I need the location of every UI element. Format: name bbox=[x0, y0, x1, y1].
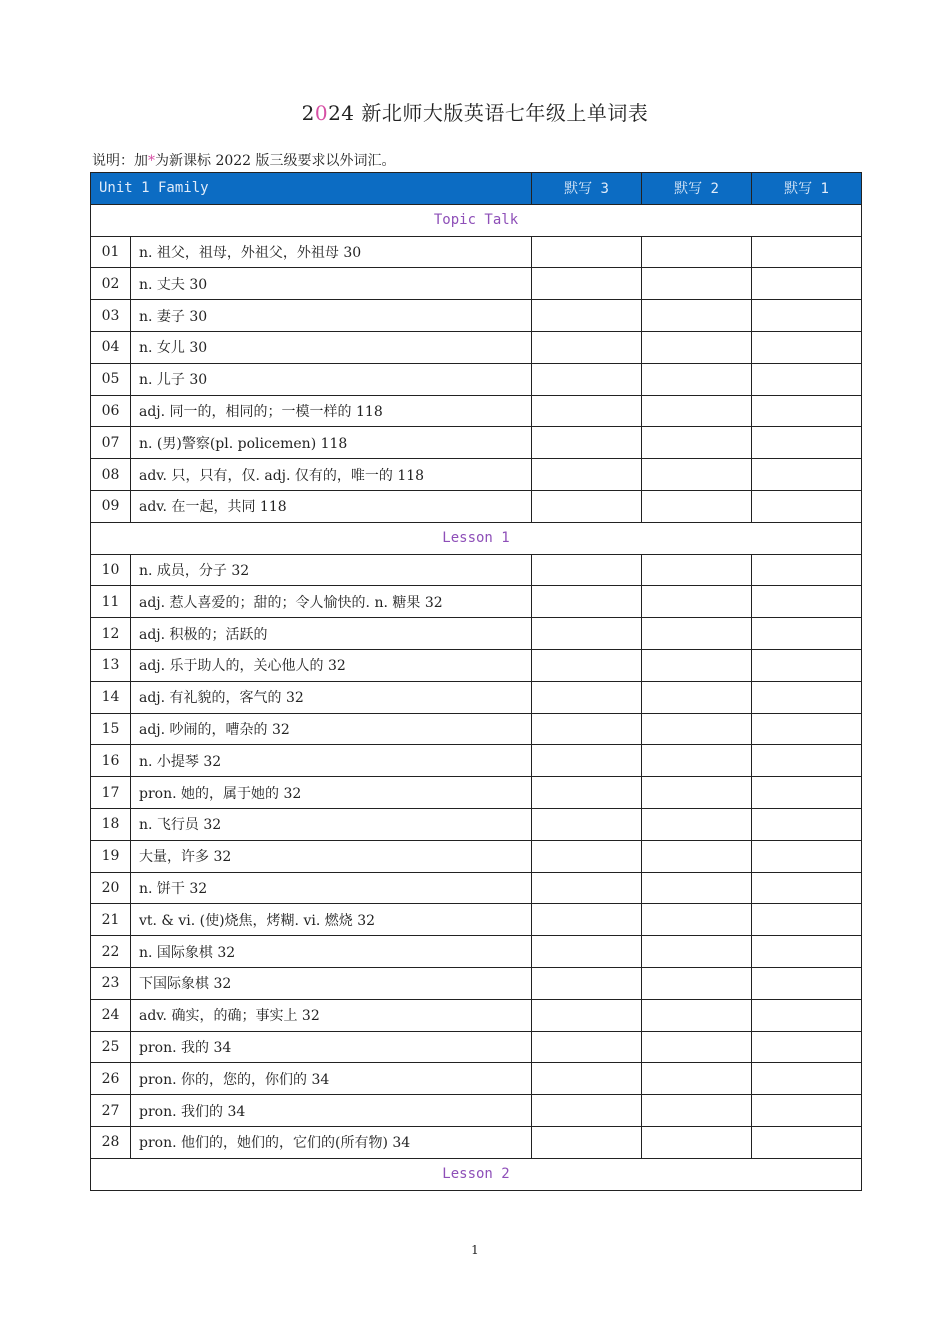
word-definition: n. 祖父，祖母，外祖父，外祖母 30 bbox=[131, 236, 532, 268]
row-number: 22 bbox=[91, 936, 131, 968]
table-body bbox=[91, 173, 862, 1191]
dictation-cell-1[interactable] bbox=[752, 745, 862, 777]
dictation-cell-2[interactable] bbox=[642, 999, 752, 1031]
word-definition: n. 女儿 30 bbox=[131, 331, 532, 363]
row-number: 18 bbox=[91, 808, 131, 840]
word-definition: pron. 你的，您的，你们的 34 bbox=[131, 1063, 532, 1095]
dictation-cell-2[interactable] bbox=[642, 268, 752, 300]
dictation-cell-1[interactable] bbox=[752, 1063, 862, 1095]
row-number: 11 bbox=[91, 586, 131, 618]
word-definition: adj. 积极的；活跃的 bbox=[131, 618, 532, 650]
dictation-cell-3[interactable] bbox=[532, 1126, 642, 1158]
row-number: 06 bbox=[91, 395, 131, 427]
dictation-cell-1[interactable] bbox=[752, 268, 862, 300]
dictation-cell-2[interactable] bbox=[642, 363, 752, 395]
dictation-cell-3[interactable] bbox=[532, 999, 642, 1031]
word-row bbox=[91, 872, 862, 904]
row-number: 25 bbox=[91, 1031, 131, 1063]
word-row bbox=[91, 649, 862, 681]
dictation-cell-3[interactable] bbox=[532, 936, 642, 968]
dictation-cell-1[interactable] bbox=[752, 459, 862, 491]
unit-title: Unit 1 Family bbox=[91, 173, 532, 205]
dictation-cell-3[interactable] bbox=[532, 268, 642, 300]
dictation-cell-2[interactable] bbox=[642, 395, 752, 427]
word-row bbox=[91, 745, 862, 777]
word-row bbox=[91, 618, 862, 650]
note-after: 为新课标 2022 版三级要求以外词汇。 bbox=[155, 153, 396, 169]
section-row bbox=[91, 1158, 862, 1190]
dictation-cell-1[interactable] bbox=[752, 904, 862, 936]
section-row bbox=[91, 204, 862, 236]
dictation-cell-3[interactable] bbox=[532, 236, 642, 268]
word-definition: adj. 吵闹的，嘈杂的 32 bbox=[131, 713, 532, 745]
dictation-cell-1[interactable] bbox=[752, 840, 862, 872]
word-row bbox=[91, 967, 862, 999]
word-row bbox=[91, 490, 862, 522]
dictation-cell-1[interactable] bbox=[752, 427, 862, 459]
dictation-cell-1[interactable] bbox=[752, 872, 862, 904]
dictation-cell-2[interactable] bbox=[642, 649, 752, 681]
dictation-cell-1[interactable] bbox=[752, 936, 862, 968]
word-row bbox=[91, 808, 862, 840]
dictation-cell-1[interactable] bbox=[752, 300, 862, 332]
dictation-cell-3[interactable] bbox=[532, 363, 642, 395]
dictation-cell-2[interactable] bbox=[642, 745, 752, 777]
row-number: 15 bbox=[91, 713, 131, 745]
dictation-cell-2[interactable] bbox=[642, 777, 752, 809]
dictation-cell-2[interactable] bbox=[642, 1063, 752, 1095]
word-row bbox=[91, 427, 862, 459]
row-number: 28 bbox=[91, 1126, 131, 1158]
section-row bbox=[91, 522, 862, 554]
dictation-cell-3[interactable] bbox=[532, 777, 642, 809]
page-number: 1 bbox=[471, 1243, 479, 1257]
word-row bbox=[91, 554, 862, 586]
dictation-cell-2[interactable] bbox=[642, 872, 752, 904]
dictation-cell-1[interactable] bbox=[752, 490, 862, 522]
word-row bbox=[91, 395, 862, 427]
row-number: 27 bbox=[91, 1095, 131, 1127]
word-row bbox=[91, 363, 862, 395]
dictation-cell-1[interactable] bbox=[752, 395, 862, 427]
dictation-cell-2[interactable] bbox=[642, 300, 752, 332]
row-number: 12 bbox=[91, 618, 131, 650]
row-number: 21 bbox=[91, 904, 131, 936]
dictation-cell-2[interactable] bbox=[642, 236, 752, 268]
dictation-cell-3[interactable] bbox=[532, 618, 642, 650]
section-label: Lesson 2 bbox=[91, 1158, 862, 1190]
word-row bbox=[91, 713, 862, 745]
section-label: Topic Talk bbox=[91, 204, 862, 236]
dictation-cell-2[interactable] bbox=[642, 936, 752, 968]
dictation-cell-1[interactable] bbox=[752, 999, 862, 1031]
row-number: 09 bbox=[91, 490, 131, 522]
word-definition: n. 妻子 30 bbox=[131, 300, 532, 332]
word-definition: adv. 只，只有，仅. adj. 仅有的，唯一的 118 bbox=[131, 459, 532, 491]
dictation-cell-2[interactable] bbox=[642, 808, 752, 840]
word-row bbox=[91, 1095, 862, 1127]
word-row bbox=[91, 1063, 862, 1095]
dictation-cell-3[interactable] bbox=[532, 904, 642, 936]
row-number: 23 bbox=[91, 967, 131, 999]
note-before: 说明：加 bbox=[92, 153, 148, 169]
dictation-cell-1[interactable] bbox=[752, 713, 862, 745]
dictation-cell-2[interactable] bbox=[642, 1126, 752, 1158]
dictation-cell-2[interactable] bbox=[642, 840, 752, 872]
row-number: 08 bbox=[91, 459, 131, 491]
dictation-cell-3[interactable] bbox=[532, 427, 642, 459]
word-row bbox=[91, 904, 862, 936]
dictation-cell-3[interactable] bbox=[532, 331, 642, 363]
row-number: 05 bbox=[91, 363, 131, 395]
row-number: 16 bbox=[91, 745, 131, 777]
dictation-cell-2[interactable] bbox=[642, 586, 752, 618]
dictation-cell-2[interactable] bbox=[642, 1095, 752, 1127]
dictation-cell-3[interactable] bbox=[532, 745, 642, 777]
dictation-cell-2[interactable] bbox=[642, 713, 752, 745]
dictation-cell-2[interactable] bbox=[642, 618, 752, 650]
dictation-cell-3[interactable] bbox=[532, 681, 642, 713]
dictation-header-2: 默写 2 bbox=[642, 173, 752, 205]
dictation-cell-2[interactable] bbox=[642, 459, 752, 491]
row-number: 13 bbox=[91, 649, 131, 681]
dictation-cell-1[interactable] bbox=[752, 777, 862, 809]
row-number: 20 bbox=[91, 872, 131, 904]
dictation-cell-1[interactable] bbox=[752, 331, 862, 363]
row-number: 17 bbox=[91, 777, 131, 809]
word-row bbox=[91, 236, 862, 268]
word-definition: pron. 我们的 34 bbox=[131, 1095, 532, 1127]
word-row bbox=[91, 300, 862, 332]
dictation-cell-2[interactable] bbox=[642, 904, 752, 936]
row-number: 02 bbox=[91, 268, 131, 300]
dictation-cell-1[interactable] bbox=[752, 808, 862, 840]
word-definition: n. 飞行员 32 bbox=[131, 808, 532, 840]
dictation-cell-2[interactable] bbox=[642, 331, 752, 363]
word-definition: adv. 确实，的确；事实上 32 bbox=[131, 999, 532, 1031]
row-number: 14 bbox=[91, 681, 131, 713]
word-definition: n. 儿子 30 bbox=[131, 363, 532, 395]
dictation-cell-1[interactable] bbox=[752, 649, 862, 681]
dictation-cell-3[interactable] bbox=[532, 872, 642, 904]
note-star: * bbox=[148, 153, 155, 169]
word-definition: n. 国际象棋 32 bbox=[131, 936, 532, 968]
word-definition: adj. 有礼貌的，客气的 32 bbox=[131, 681, 532, 713]
dictation-cell-3[interactable] bbox=[532, 490, 642, 522]
dictation-cell-3[interactable] bbox=[532, 459, 642, 491]
dictation-cell-3[interactable] bbox=[532, 395, 642, 427]
dictation-cell-1[interactable] bbox=[752, 236, 862, 268]
word-row bbox=[91, 586, 862, 618]
dictation-cell-1[interactable] bbox=[752, 681, 862, 713]
dictation-cell-2[interactable] bbox=[642, 967, 752, 999]
dictation-cell-3[interactable] bbox=[532, 713, 642, 745]
row-number: 01 bbox=[91, 236, 131, 268]
word-definition: n. (男)警察(pl. policemen) 118 bbox=[131, 427, 532, 459]
word-definition: vt. & vi. (使)烧焦，烤糊. vi. 燃烧 32 bbox=[131, 904, 532, 936]
dictation-cell-1[interactable] bbox=[752, 586, 862, 618]
word-row bbox=[91, 840, 862, 872]
dictation-cell-2[interactable] bbox=[642, 490, 752, 522]
dictation-cell-1[interactable] bbox=[752, 1095, 862, 1127]
row-number: 10 bbox=[91, 554, 131, 586]
row-number: 24 bbox=[91, 999, 131, 1031]
dictation-cell-2[interactable] bbox=[642, 681, 752, 713]
word-row bbox=[91, 1126, 862, 1158]
word-definition: n. 小提琴 32 bbox=[131, 745, 532, 777]
dictation-cell-1[interactable] bbox=[752, 1031, 862, 1063]
word-row bbox=[91, 999, 862, 1031]
dictation-cell-3[interactable] bbox=[532, 1095, 642, 1127]
dictation-cell-3[interactable] bbox=[532, 554, 642, 586]
table-header-row bbox=[91, 173, 862, 205]
word-row bbox=[91, 681, 862, 713]
row-number: 19 bbox=[91, 840, 131, 872]
word-definition: adv. 在一起，共同 118 bbox=[131, 490, 532, 522]
page-title bbox=[0, 97, 950, 126]
dictation-cell-1[interactable] bbox=[752, 967, 862, 999]
vocabulary-table bbox=[90, 172, 862, 1191]
dictation-cell-3[interactable] bbox=[532, 649, 642, 681]
dictation-cell-1[interactable] bbox=[752, 618, 862, 650]
word-row bbox=[91, 1031, 862, 1063]
word-definition: pron. 她的，属于她的 32 bbox=[131, 777, 532, 809]
dictation-cell-3[interactable] bbox=[532, 300, 642, 332]
word-definition: pron. 他们的，她们的，它们的(所有物) 34 bbox=[131, 1126, 532, 1158]
word-definition: adj. 乐于助人的，关心他人的 32 bbox=[131, 649, 532, 681]
word-definition: 下国际象棋 32 bbox=[131, 967, 532, 999]
word-definition: 大量，许多 32 bbox=[131, 840, 532, 872]
word-row bbox=[91, 459, 862, 491]
dictation-cell-3[interactable] bbox=[532, 1063, 642, 1095]
section-label: Lesson 1 bbox=[91, 522, 862, 554]
word-definition: adj. 同一的，相同的；一模一样的 118 bbox=[131, 395, 532, 427]
row-number: 07 bbox=[91, 427, 131, 459]
word-row bbox=[91, 777, 862, 809]
note bbox=[92, 150, 396, 170]
dictation-cell-3[interactable] bbox=[532, 808, 642, 840]
word-definition: pron. 我的 34 bbox=[131, 1031, 532, 1063]
word-definition: n. 丈夫 30 bbox=[131, 268, 532, 300]
word-definition: n. 成员，分子 32 bbox=[131, 554, 532, 586]
dictation-cell-1[interactable] bbox=[752, 363, 862, 395]
dictation-cell-1[interactable] bbox=[752, 1126, 862, 1158]
dictation-cell-1[interactable] bbox=[752, 554, 862, 586]
dictation-header-3: 默写 3 bbox=[532, 173, 642, 205]
word-definition: adj. 惹人喜爱的；甜的；令人愉快的. n. 糖果 32 bbox=[131, 586, 532, 618]
row-number: 26 bbox=[91, 1063, 131, 1095]
row-number: 04 bbox=[91, 331, 131, 363]
dictation-cell-3[interactable] bbox=[532, 586, 642, 618]
dictation-cell-2[interactable] bbox=[642, 554, 752, 586]
dictation-cell-3[interactable] bbox=[532, 967, 642, 999]
title-rest: 24 新北师大版英语七年级上单词表 bbox=[328, 101, 649, 125]
title-highlight: 0 bbox=[314, 101, 329, 125]
title-prefix: 2 bbox=[301, 101, 315, 125]
row-number: 03 bbox=[91, 300, 131, 332]
dictation-cell-2[interactable] bbox=[642, 1031, 752, 1063]
dictation-cell-3[interactable] bbox=[532, 1031, 642, 1063]
word-row bbox=[91, 936, 862, 968]
dictation-cell-2[interactable] bbox=[642, 427, 752, 459]
dictation-header-1: 默写 1 bbox=[752, 173, 862, 205]
dictation-cell-3[interactable] bbox=[532, 840, 642, 872]
word-row bbox=[91, 268, 862, 300]
word-row bbox=[91, 331, 862, 363]
word-definition: n. 饼干 32 bbox=[131, 872, 532, 904]
